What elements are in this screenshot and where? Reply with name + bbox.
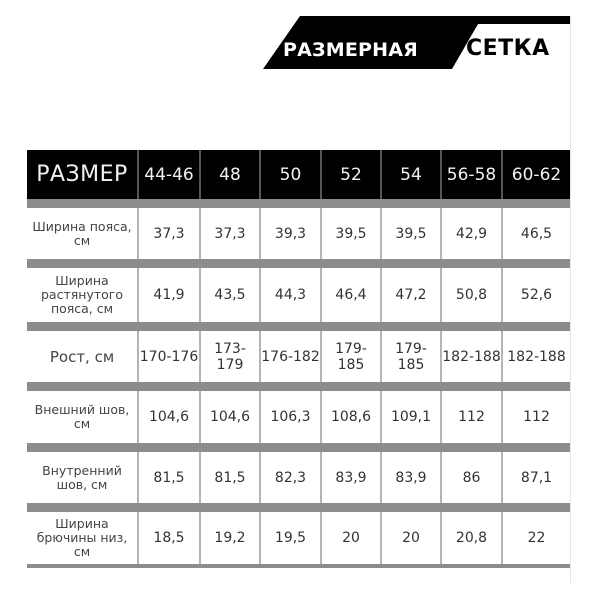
row-label: Ширина брючины низ, см bbox=[27, 512, 139, 564]
table-cell: 109,1 bbox=[382, 391, 442, 443]
row-separator bbox=[27, 322, 570, 331]
row-separator bbox=[27, 503, 570, 512]
table-cell: 81,5 bbox=[139, 452, 201, 503]
table-cell: 22 bbox=[503, 512, 570, 564]
banner-title-part2: СЕТКА bbox=[466, 36, 550, 61]
table-cell: 20 bbox=[322, 512, 382, 564]
table-cell: 81,5 bbox=[201, 452, 261, 503]
table-cell: 19,2 bbox=[201, 512, 261, 564]
table-cell: 108,6 bbox=[322, 391, 382, 443]
table-cell: 47,2 bbox=[382, 268, 442, 322]
header-size: 50 bbox=[261, 150, 322, 199]
table-cell: 46,5 bbox=[503, 208, 570, 259]
table-row bbox=[27, 268, 570, 322]
row-label: Внешний шов, см bbox=[27, 391, 139, 443]
row-separator bbox=[27, 259, 570, 268]
row-separator bbox=[27, 382, 570, 391]
table-cell: 182-188 bbox=[442, 331, 503, 382]
table-cell: 39,5 bbox=[322, 208, 382, 259]
table-cell: 179-185 bbox=[322, 331, 382, 382]
table-row bbox=[27, 331, 570, 382]
table-cell: 87,1 bbox=[503, 452, 570, 503]
table-row bbox=[27, 391, 570, 443]
header-size: 54 bbox=[382, 150, 442, 199]
table-cell: 182-188 bbox=[503, 331, 570, 382]
size-chart-table bbox=[27, 150, 570, 568]
row-label: Внутренний шов, см bbox=[27, 452, 139, 503]
table-cell: 20 bbox=[382, 512, 442, 564]
table-cell: 112 bbox=[503, 391, 570, 443]
table-cell: 50,8 bbox=[442, 268, 503, 322]
table-row bbox=[27, 452, 570, 503]
header-size: 48 bbox=[201, 150, 261, 199]
table-cell: 82,3 bbox=[261, 452, 322, 503]
table-cell: 173-179 bbox=[201, 331, 261, 382]
row-label: Ширина пояса, см bbox=[27, 208, 139, 259]
table-cell: 86 bbox=[442, 452, 503, 503]
table-cell: 41,9 bbox=[139, 268, 201, 322]
row-separator bbox=[27, 199, 570, 208]
table-cell: 176-182 bbox=[261, 331, 322, 382]
table-row bbox=[27, 512, 570, 564]
row-separator bbox=[27, 443, 570, 452]
table-cell: 39,3 bbox=[261, 208, 322, 259]
table-cell: 20,8 bbox=[442, 512, 503, 564]
table-row bbox=[27, 208, 570, 259]
table-bottom-rule bbox=[27, 564, 570, 568]
table-cell: 37,3 bbox=[201, 208, 261, 259]
header-size: 52 bbox=[322, 150, 382, 199]
table-cell: 39,5 bbox=[382, 208, 442, 259]
table-cell: 19,5 bbox=[261, 512, 322, 564]
table-cell: 44,3 bbox=[261, 268, 322, 322]
table-cell: 46,4 bbox=[322, 268, 382, 322]
header-size: 44-46 bbox=[139, 150, 201, 199]
table-cell: 112 bbox=[442, 391, 503, 443]
title-banner bbox=[0, 0, 600, 80]
banner-title-part1: РАЗМЕРНАЯ bbox=[283, 39, 418, 61]
header-label: РАЗМЕР bbox=[27, 150, 139, 199]
table-cell: 18,5 bbox=[139, 512, 201, 564]
table-cell: 104,6 bbox=[201, 391, 261, 443]
row-label: Ширина растянутого пояса, см bbox=[27, 268, 139, 322]
table-cell: 106,3 bbox=[261, 391, 322, 443]
table-cell: 179-185 bbox=[382, 331, 442, 382]
table-cell: 37,3 bbox=[139, 208, 201, 259]
table-cell: 43,5 bbox=[201, 268, 261, 322]
right-edge-rule bbox=[570, 15, 571, 583]
row-label: Рост, см bbox=[27, 331, 139, 382]
table-cell: 52,6 bbox=[503, 268, 570, 322]
table-cell: 42,9 bbox=[442, 208, 503, 259]
header-size: 60-62 bbox=[511, 164, 562, 185]
table-cell: 83,9 bbox=[382, 452, 442, 503]
table-header-row bbox=[27, 150, 570, 199]
header-size: 56-58 bbox=[442, 150, 503, 199]
table-cell: 104,6 bbox=[139, 391, 201, 443]
table-cell: 83,9 bbox=[322, 452, 382, 503]
table-cell: 170-176 bbox=[139, 331, 201, 382]
